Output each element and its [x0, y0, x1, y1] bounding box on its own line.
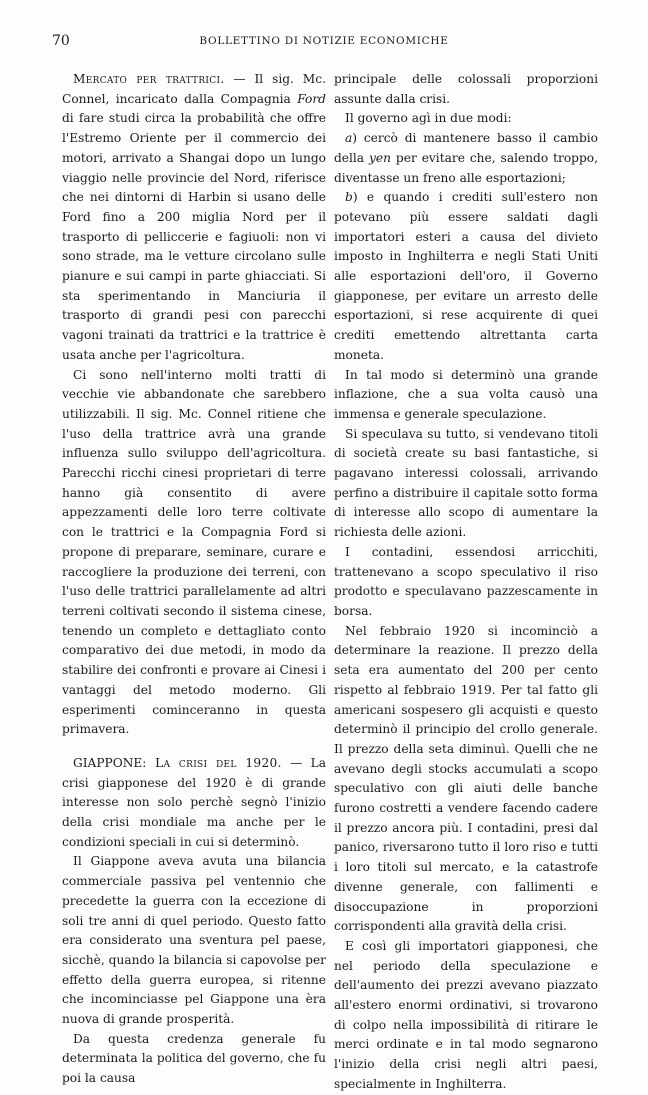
list-label-b: b [345, 190, 353, 205]
section-heading-country: GIAPPONE: [73, 755, 147, 770]
contadini-paragraph: I contadini, essendosi arricchiti, trattenevano a scopo speculativo il riso prodotto e speculavano pazzescamente in borsa. [334, 544, 598, 618]
continued-paragraph: principale delle colossali proporzioni assunte dalla crisi. [334, 72, 598, 106]
right-column [334, 70, 598, 1095]
section-heading-giappone: La crisi del 1920. [146, 755, 282, 770]
section-heading-trattrici: Mercato per trattrici. [73, 72, 225, 86]
giappone-paragraph-1 [62, 754, 326, 853]
inflazione-paragraph: In tal modo si determinò una grande inflazione, che a sua volta causò una immensa e generale speculazione. [334, 367, 598, 421]
list-label-a: a [345, 131, 353, 146]
page-number: 70 [52, 33, 70, 49]
page-header [0, 33, 648, 55]
speculazione-paragraph: Si speculava su tutto, si vendevano titoli di società create su basi fantastiche, si pagavano interessi colossali, arrivando perfino a distribuire il capitale sotto forma di interesse allo scopo di aumentare la richiesta delle azioni. [334, 426, 598, 540]
giappone-paragraph-3: Da questa credenza generale fu determinata la politica del governo, che fu poi la causa [62, 1031, 326, 1086]
giappone-paragraph-2: Il Giappone aveva avuta una bilancia commerciale passiva pel ventennio che precedette la guerra con la eccezione di soli tre anni di quel periodo. Questo fatto era considerato una sventura pel paese, sicchè, quando la bilancia si capovolse per effetto della guerra europea, si ritenne che incominciasse pel Giappone una èra nuova di grande prosperità. [62, 854, 326, 1027]
list-text-a1: ) cercò di mantenere basso il cambio della [334, 131, 598, 165]
list-text-a2: per evitare che, salendo troppo, diventasse un freno alle esportazioni; [334, 150, 599, 185]
febbraio-paragraph: Nel febbraio 1920 si incominciò a determinare la reazione. Il prezzo della seta era aumentato del 200 per cento rispetto al febbraio 1919. Per tal fatto gli americani sospesero gli acquisti e questo determinò il principio del crollo generale. Il prezzo della seta diminuì. Quelli che ne avevano degli stocks accumulati a scopo speculativo con gli aiuti delle banche furono costretti a vendere facendo cadere il prezzo ancora più. I contadini, presi dal panico, riversarono tutto il loro riso e tutti i loro titoli sul mercato, e la catastrofe divenne generale, con fallimenti e disoccupazione in proporzioni corrispondenti alla gravità della crisi. [334, 623, 598, 934]
trattrici-paragraph-2: Ci sono nell'interno molti tratti di vecchie vie abbandonate che sarebbero utilizzabili. Il sig. Mc. Connel ritiene che l'uso della trattrice avrà una grande influenza sullo sviluppo dell'agricoltura. Parecchi ricchi cinesi proprietari di terre hanno già consentito di avere appezzamenti delle loro terre coltivate con le trattrici e la Compagnia Ford si propone di preparare, seminare, curare e raccogliere la produzione dei terreni, con l'uso delle trattrici parallelamente ad altri terreni coltivati secondo il sistema cinese, tenendo un completo e dettagliato conto comparativo dei due metodi, in modo da stabilire dei confronti e provare ai Cinesi i vantaggi del metodo moderno. Gli esperimenti cominceranno in questa primavera. [62, 367, 326, 737]
yen-word: yen [369, 150, 391, 165]
list-item-a [334, 129, 598, 188]
trattrici-text-b: di fare studi circa la probabilità che offre l'Estremo Oriente per il commercio dei motori, arrivato a Shangai dopo un lungo viaggio nelle provincie del Nord, riferisce che nei dintorni di Harbin si usano delle Ford fino a 200 miglia Nord per il trasporto di pelliccerie e fagiuoli: non vi sono strade, ma le vetture circolano sulle pianure e sui campi in parte ghiacciati. Si sta sperimentando in Manciuria il trasporto di grandi pesi con parecchi vagoni trainati da trattrici e la trattrice è usata anche per l'agricoltura. [62, 111, 326, 362]
list-item-b [334, 188, 598, 365]
trattrici-text-a: — Il sig. Mc. Connel, incaricato dalla Compagnia [62, 72, 326, 106]
list-text-b: ) e quando i crediti sull'estero non potevano più essere saldati dagli importatori esteri a causa del divieto imposto in Inghilterra e negli Stati Uniti alle esportazioni dell'oro, il Governo giapponese, per evitare un arresto delle esportazioni, si rese acquirente di quei crediti emettendo altrettanta carta moneta. [334, 190, 598, 362]
ford-name: Ford [297, 91, 326, 106]
giappone-text-1: — La crisi giapponese del 1920 è di grande interesse non solo perchè segnò l'inizio della crisi mondiale ma anche per le condizioni speciali in cui si determinò. [62, 755, 326, 849]
left-column [62, 70, 326, 1089]
governo-paragraph: Il governo agì in due modi: [345, 111, 512, 126]
trattrici-paragraph-1 [62, 70, 326, 366]
importatori-paragraph: E così gli importatori giapponesi, che nel periodo della speculazione e dell'aumento dei prezzi avevano piazzato all'estero enormi ordinativi, si trovarono di colpo nella impossibilità di ritirare le merci ordinate e in tal modo segnarono l'inizio della crisi negli altri paesi, specialmente in Inghilterra. [334, 938, 598, 1091]
running-head: BOLLETTINO DI NOTIZIE ECONOMICHE [199, 35, 449, 47]
